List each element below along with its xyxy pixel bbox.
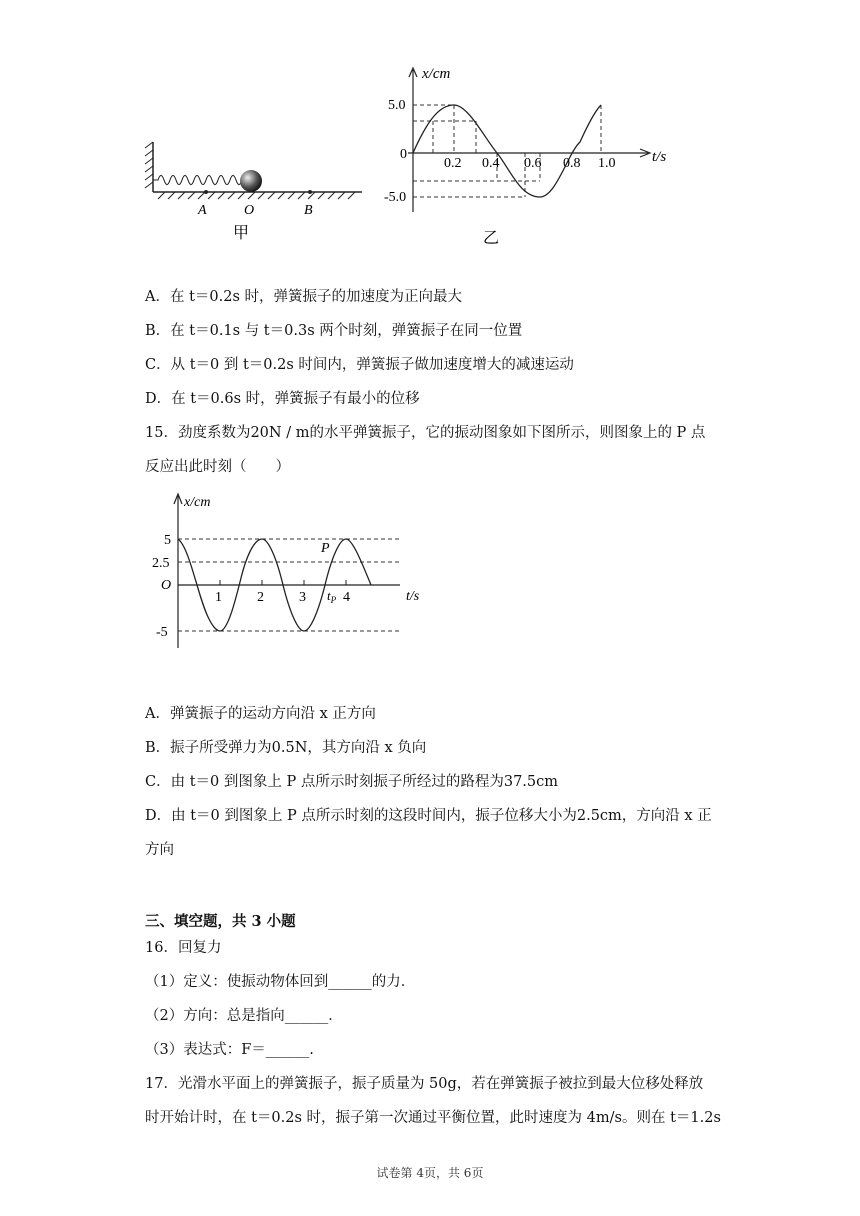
tp-label: $t_P$ [327,588,337,605]
q15-option-b: B．振子所受弹力为0.5N，其方向沿 x 负向 [145,740,427,756]
y-tick-neg5: -5 [156,625,168,640]
caption-yi: 乙 [483,230,500,247]
ball [240,170,262,192]
xt-graph-yi [380,62,690,247]
sine-curve [413,105,601,197]
q14-option-c: C．从 t＝0 到 t＝0.2s 时间内，弹簧振子做加速度增大的减速运动 [145,357,574,373]
page-footer: 试卷第 4页，共 6页 [376,1166,484,1180]
y-axis-label: x/cm [184,495,211,510]
q16-item-3: （3）表达式：F＝______. [145,1042,314,1058]
q15-stem-line1: 15．劲度系数为20N / m的水平弹簧振子，它的振动图象如下图所示，则图象上的 P 点 [145,425,706,441]
q16-title: 16．回复力 [145,940,222,956]
point-p-label: P [321,541,330,556]
q14-option-a: A．在 t＝0.2s 时，弹簧振子的加速度为正向最大 [145,289,463,305]
xt-graph-q15 [150,488,430,653]
q17-line1: 17．光滑水平面上的弹簧振子，振子质量为 50g，若在弹簧振子被拉到最大位移处释放 [145,1076,704,1092]
point-a-dot [204,190,208,194]
q15-option-c: C．由 t＝0 到图象上 P 点所示时刻振子所经过的路程为37.5cm [145,774,558,790]
label-a: A [198,203,207,218]
x-tick-0.2: 0.2 [444,156,462,171]
spring [153,176,250,185]
q15-option-a: A．弹簧振子的运动方向沿 x 正方向 [145,706,376,722]
point-b-dot [308,190,312,194]
x-axis-label: t/s [652,149,667,165]
x-tick-0.4: 0.4 [482,156,500,171]
q15-option-d: D．由 t＝0 到图象上 P 点所示时刻的这段时间内，振子位移大小为2.5cm，方向沿 x 正 [145,808,712,824]
q14-option-b: B．在 t＝0.1s 与 t＝0.3s 两个时刻，弹簧振子在同一位置 [145,323,523,339]
y-axis-label: x/cm [422,66,451,82]
q15-option-d-cont: 方向 [145,842,174,858]
q15-stem-line2: 反应出此时刻（ ） [145,459,290,475]
q16-item-2: （2）方向：总是指向______． [145,1008,343,1024]
q16-item-1: （1）定义：使振动物体回到______的力． [145,974,416,990]
label-b: B [304,203,313,218]
x-tick-2: 2 [257,590,264,605]
wall [145,142,153,192]
floor [153,192,362,199]
section-heading: 三、填空题，共 3 小题 [145,913,296,930]
spring-oscillator-figure [140,130,380,250]
label-o: O [244,203,255,218]
q14-option-d: D．在 t＝0.6s 时，弹簧振子有最小的位移 [145,391,420,407]
x-tick-1.0: 1.0 [598,156,616,171]
caption-jia: 甲 [233,225,250,242]
y-tick-5: 5.0 [388,98,406,113]
q17-line2: 时开始计时，在 t＝0.2s 时，振子第一次通过平衡位置，此时速度为 4m/s。则在 t＝1.2s [145,1110,721,1126]
y-tick-2.5: 2.5 [152,556,170,571]
x-tick-0.8: 0.8 [563,156,581,171]
x-tick-4: 4 [343,590,350,605]
origin-label: O [161,578,172,593]
y-tick-0: 0 [400,147,407,162]
x-axis-label: t/s [406,589,420,604]
y-tick-5: 5 [164,533,171,548]
x-tick-1: 1 [215,590,222,605]
y-tick-neg5: -5.0 [384,190,407,205]
x-tick-0.6: 0.6 [524,156,542,171]
x-tick-3: 3 [299,590,306,605]
